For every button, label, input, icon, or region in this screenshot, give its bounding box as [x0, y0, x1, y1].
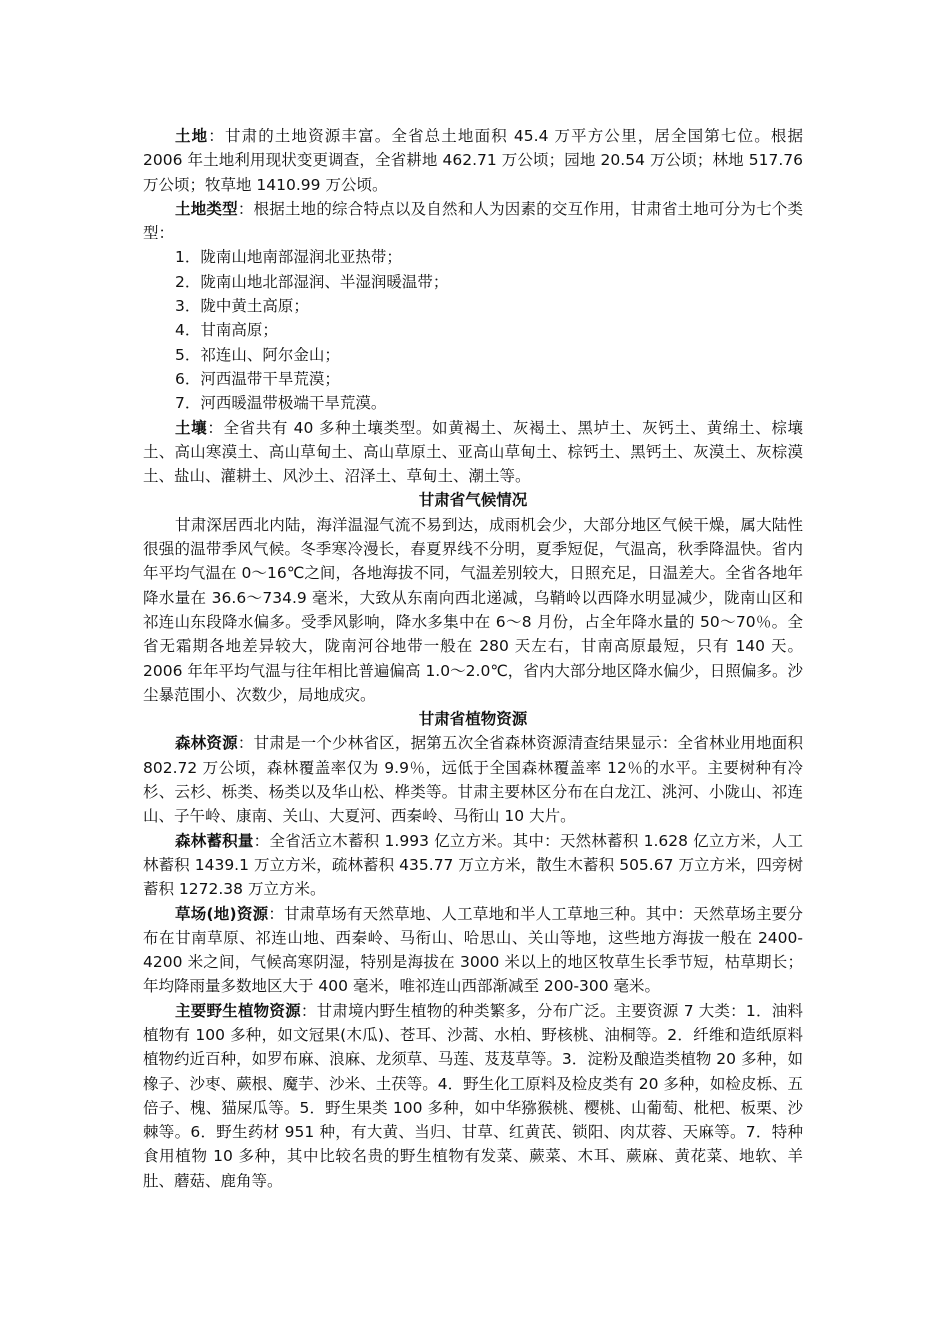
plants-heading: 甘肃省植物资源	[418, 710, 528, 729]
soil-text: ：全省共有 40 多种土壤类型。如黄褐土、灰褐土、黑垆土、灰钙土、黄绵土、棕壤土、高山寒漠土、高山草甸土、高山草原土、亚高山草甸土、棕钙土、黑钙土、灰漠土、灰棕漠土、盐山、灌耕土、风沙土、沼泽土、草甸土、潮土等。	[143, 418, 803, 486]
land-type-item: 2．陇南山地北部湿润、半湿润暖温带；	[175, 272, 449, 291]
land-type-item: 5．祁连山、阿尔金山；	[175, 345, 340, 364]
wild-plants-paragraph	[143, 999, 803, 1193]
soil-term: 土壤	[175, 418, 208, 437]
grass-term: 草场(地)资源	[175, 904, 269, 923]
land-types-paragraph	[143, 197, 803, 246]
land-type-item: 3．陇中黄土高原；	[175, 297, 309, 316]
forest-term: 森林资源	[175, 734, 238, 753]
climate-paragraph: 甘肃深居西北内陆，海洋温湿气流不易到达，成雨机会少，大部分地区气候干燥，属大陆性很强的温带季风气候。冬季寒冷漫长，春夏界线不分明，夏季短促，气温高，秋季降温快。省内年平均气温在 0～16℃之间，各地海拔不同，气温差别较大，日照充足，日温差大。全省各地年降水量在 36.6～734.9 毫米，大致从东南向西北递减，乌鞘岭以西降水明显减少，陇南山区和祁连山东段降水偏多。受季风影响，降水多集中在 6～8 月份，占全年降水量的 50～70％。全省无霜期各地差异较大，陇南河谷地带一般在 280 天左右，甘南高原最短，只有 140 天。2006 年年平均气温与往年相比普遍偏高 1.0～2.0℃，省内大部分地区降水偏少，日照偏多。沙尘暴范围小、次数少，局地成灾。	[143, 515, 803, 704]
stock-text: ：全省活立木蓄积 1.993 亿立方米。其中：天然林蓄积 1.628 亿立方米，人工林蓄积 1439.1 万立方米，疏林蓄积 435.77 万立方米，散生木蓄积 505.67 万立方米，四旁树蓄积 1272.38 万立方米。	[143, 831, 803, 899]
stock-paragraph	[143, 829, 803, 902]
wild-plants-text: ：甘肃境内野生植物的种类繁多，分布广泛。主要资源 7 大类：1．油料植物有 100 多种，如文冠果(木瓜)、苍耳、沙蒿、水柏、野核桃、油桐等。2．纤维和造纸原料植物约近百种，如罗布麻、浪麻、龙须草、马莲、芨芨草等。3．淀粉及酿造类植物 20 多种，如橡子、沙枣、蕨根、魔芋、沙米、土茯等。4．野生化工原料及检皮类有 20 多种，如检皮栎、五倍子、槐、猫屎瓜等。5．野生果类 100 多种，如中华猕猴桃、樱桃、山葡萄、枇杷、板栗、沙棘等。6．野生药材 951 种，有大黄、当归、甘草、红黄芪、锁阳、肉苁蓉、天麻等。7．特种食用植物 10 多种，其中比较名贵的野生植物有发菜、蕨菜、木耳、蕨麻、黄花菜、地软、羊肚、蘑菇、鹿角等。	[143, 1001, 803, 1190]
grass-paragraph	[143, 902, 803, 999]
land-type-item: 6．河西温带干旱荒漠；	[175, 369, 340, 388]
grass-text: ：甘肃草场有天然草地、人工草地和半人工草地三种。其中：天然草场主要分布在甘南草原、祁连山地、西秦岭、马衔山、哈思山、关山等地，这些地方海拔一般在 2400-4200 米之间，气候高寒阴湿，特别是海拔在 3000 米以上的地区牧草生长季节短，枯草期长；年均降雨量多数地区大于 400 毫米，唯祁连山西部渐减至 200-300 毫米。	[143, 904, 803, 996]
forest-text: ：甘肃是一个少林省区，据第五次全省森林资源清查结果显示：全省林业用地面积 802.72 万公顷，森林覆盖率仅为 9.9％，远低于全国森林覆盖率 12％的水平。主要树种有冷杉、云杉、栎类、杨类以及华山松、桦类等。甘肃主要林区分布在白龙江、洮河、小陇山、祁连山、子午岭、康南、关山、大夏河、西秦岭、马衔山 10 大片。	[143, 734, 803, 826]
land-types-text: ：根据土地的综合特点以及自然和人为因素的交互作用，甘肃省土地可分为七个类型：	[143, 199, 803, 243]
land-type-item: 1．陇南山地南部湿润北亚热带；	[175, 248, 402, 267]
land-types-term: 土地类型	[175, 199, 238, 218]
stock-term: 森林蓄积量	[175, 831, 254, 850]
forest-paragraph	[143, 731, 803, 828]
soil-paragraph	[143, 416, 803, 489]
land-type-item: 4．甘南高原；	[175, 321, 278, 340]
document-page	[143, 124, 803, 1193]
wild-plants-term: 主要野生植物资源	[175, 1001, 301, 1020]
land-type-item: 7．河西暖温带极端干旱荒漠。	[175, 394, 387, 413]
land-term: 土地	[175, 127, 209, 145]
climate-heading: 甘肃省气候情况	[418, 491, 528, 510]
land-text: ：甘肃的土地资源丰富。全省总土地面积 45.4 万平方公里，居全国第七位。根据 2006 年土地利用现状变更调查，全省耕地 462.71 万公顷；园地 20.54 万公顷；林地 517.76 万公顷；牧草地 1410.99 万公顷。	[143, 127, 803, 194]
land-paragraph	[143, 124, 803, 197]
